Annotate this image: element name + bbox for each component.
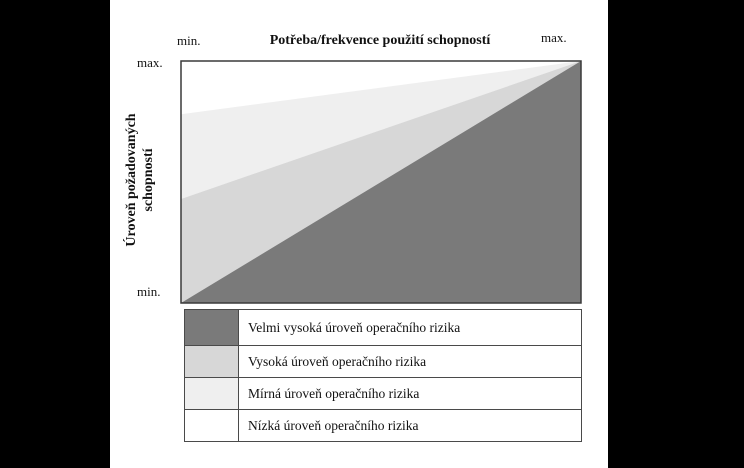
legend-label: Nízká úroveň operačního rizika	[248, 417, 419, 433]
legend-item	[184, 378, 582, 410]
legend-label: Vysoká úroveň operačního rizika	[248, 353, 427, 369]
risk-area-chart	[180, 60, 582, 304]
legend-item	[184, 346, 582, 378]
y-axis-title-line1: Úroveň požadovaných	[124, 113, 139, 247]
y-tick-max: max.	[137, 55, 163, 70]
x-tick-min: min.	[177, 33, 201, 48]
legend-item	[184, 410, 582, 442]
legend-swatch	[185, 378, 239, 409]
x-axis-title: Potřeba/frekvence použití schopností	[269, 33, 491, 48]
y-tick-min: min.	[137, 284, 161, 299]
legend-item	[184, 309, 582, 346]
legend	[184, 309, 582, 442]
x-tick-max: max.	[541, 30, 567, 45]
legend-label: Mírná úroveň operačního rizika	[248, 385, 420, 401]
legend-swatch	[185, 410, 239, 441]
y-axis-title-line2: schopností	[141, 148, 156, 212]
legend-swatch	[185, 346, 239, 377]
legend-label: Velmi vysoká úroveň operačního rizika	[248, 319, 461, 335]
legend-swatch	[185, 310, 239, 345]
y-axis-title	[123, 113, 157, 246]
